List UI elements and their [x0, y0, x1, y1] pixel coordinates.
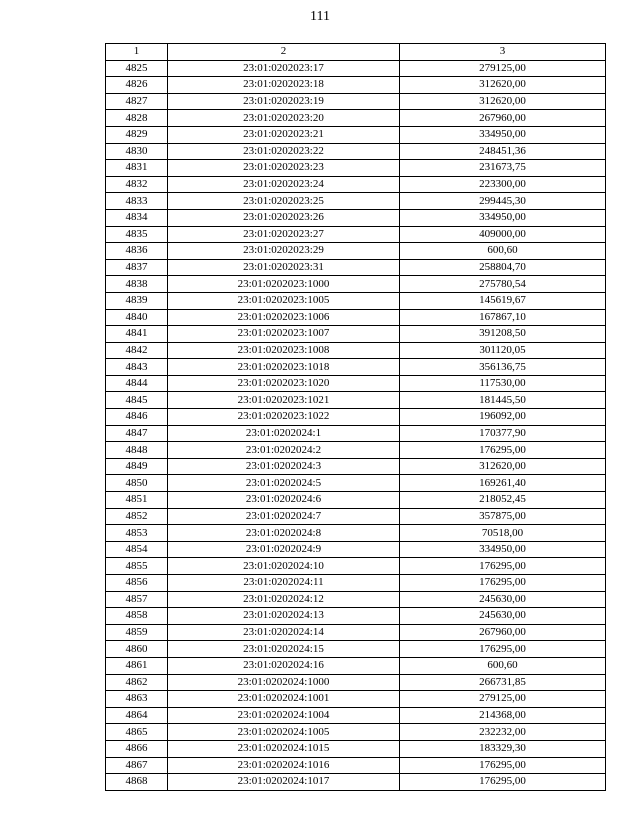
data-table: [105, 43, 606, 791]
cadastral-number-cell: 23:01:0202023:22: [168, 143, 400, 160]
row-number-cell: 4864: [106, 707, 168, 724]
cadastral-number-cell: 23:01:0202023:19: [168, 93, 400, 110]
value-cell: 258804,70: [400, 259, 606, 276]
value-cell: 218052,45: [400, 492, 606, 509]
value-cell: 248451,36: [400, 143, 606, 160]
value-cell: 279125,00: [400, 691, 606, 708]
table-row: [106, 359, 606, 376]
row-number-cell: 4843: [106, 359, 168, 376]
row-number-cell: 4846: [106, 409, 168, 426]
table-row: [106, 60, 606, 77]
value-cell: 176295,00: [400, 774, 606, 791]
cadastral-number-cell: 23:01:0202023:1008: [168, 342, 400, 359]
table-row: [106, 442, 606, 459]
row-number-cell: 4852: [106, 508, 168, 525]
value-cell: 176295,00: [400, 757, 606, 774]
table-row: [106, 525, 606, 542]
cadastral-number-cell: 23:01:0202024:1015: [168, 740, 400, 757]
page-number: 111: [310, 9, 330, 24]
table-row: [106, 757, 606, 774]
cadastral-number-cell: 23:01:0202023:17: [168, 60, 400, 77]
table-row: [106, 292, 606, 309]
cadastral-number-cell: 23:01:0202024:1017: [168, 774, 400, 791]
table-row: [106, 276, 606, 293]
row-number-cell: 4851: [106, 492, 168, 509]
table-row: [106, 226, 606, 243]
value-cell: 391208,50: [400, 326, 606, 343]
value-cell: 275780,54: [400, 276, 606, 293]
table-row: [106, 259, 606, 276]
value-cell: 312620,00: [400, 458, 606, 475]
row-number-cell: 4836: [106, 243, 168, 260]
value-cell: 334950,00: [400, 209, 606, 226]
row-number-cell: 4855: [106, 558, 168, 575]
table-row: [106, 176, 606, 193]
cadastral-number-cell: 23:01:0202023:1006: [168, 309, 400, 326]
cadastral-number-cell: 23:01:0202023:20: [168, 110, 400, 127]
table-row: [106, 77, 606, 94]
value-cell: 167867,10: [400, 309, 606, 326]
table-row: [106, 707, 606, 724]
cadastral-number-cell: 23:01:0202023:1000: [168, 276, 400, 293]
table-row: [106, 558, 606, 575]
row-number-cell: 4825: [106, 60, 168, 77]
cadastral-number-cell: 23:01:0202023:1020: [168, 375, 400, 392]
table-row: [106, 608, 606, 625]
value-cell: 279125,00: [400, 60, 606, 77]
value-cell: 170377,90: [400, 425, 606, 442]
value-cell: 169261,40: [400, 475, 606, 492]
cadastral-number-cell: 23:01:0202024:9: [168, 541, 400, 558]
table-row: [106, 160, 606, 177]
table-row: [106, 691, 606, 708]
column-header-2: 2: [168, 44, 400, 61]
cadastral-number-cell: 23:01:0202023:26: [168, 209, 400, 226]
row-number-cell: 4850: [106, 475, 168, 492]
table-row: [106, 624, 606, 641]
value-cell: 267960,00: [400, 110, 606, 127]
row-number-cell: 4827: [106, 93, 168, 110]
value-cell: 176295,00: [400, 442, 606, 459]
cadastral-number-cell: 23:01:0202023:1007: [168, 326, 400, 343]
cadastral-number-cell: 23:01:0202023:1022: [168, 409, 400, 426]
cadastral-number-cell: 23:01:0202024:5: [168, 475, 400, 492]
cadastral-number-cell: 23:01:0202024:1000: [168, 674, 400, 691]
value-cell: 214368,00: [400, 707, 606, 724]
cadastral-number-cell: 23:01:0202023:31: [168, 259, 400, 276]
cadastral-number-cell: 23:01:0202023:1021: [168, 392, 400, 409]
table-row: [106, 475, 606, 492]
table-row: [106, 342, 606, 359]
value-cell: 232232,00: [400, 724, 606, 741]
row-number-cell: 4828: [106, 110, 168, 127]
table-row: [106, 309, 606, 326]
value-cell: 334950,00: [400, 541, 606, 558]
value-cell: 600,60: [400, 243, 606, 260]
table-row: [106, 724, 606, 741]
cadastral-number-cell: 23:01:0202024:7: [168, 508, 400, 525]
row-number-cell: 4860: [106, 641, 168, 658]
row-number-cell: 4841: [106, 326, 168, 343]
row-number-cell: 4848: [106, 442, 168, 459]
value-cell: 356136,75: [400, 359, 606, 376]
cadastral-number-cell: 23:01:0202023:23: [168, 160, 400, 177]
table-row: [106, 110, 606, 127]
table-row: [106, 193, 606, 210]
table-row: [106, 641, 606, 658]
value-cell: 70518,00: [400, 525, 606, 542]
cadastral-number-cell: 23:01:0202024:16: [168, 657, 400, 674]
row-number-cell: 4840: [106, 309, 168, 326]
table-row: [106, 508, 606, 525]
cadastral-number-cell: 23:01:0202024:11: [168, 575, 400, 592]
row-number-cell: 4853: [106, 525, 168, 542]
value-cell: 312620,00: [400, 93, 606, 110]
column-header-3: 3: [400, 44, 606, 61]
row-number-cell: 4858: [106, 608, 168, 625]
cadastral-number-cell: 23:01:0202023:1005: [168, 292, 400, 309]
row-number-cell: 4826: [106, 77, 168, 94]
value-cell: 357875,00: [400, 508, 606, 525]
row-number-cell: 4857: [106, 591, 168, 608]
value-cell: 176295,00: [400, 558, 606, 575]
cadastral-number-cell: 23:01:0202023:27: [168, 226, 400, 243]
row-number-cell: 4867: [106, 757, 168, 774]
value-cell: 312620,00: [400, 77, 606, 94]
value-cell: 176295,00: [400, 641, 606, 658]
value-cell: 181445,50: [400, 392, 606, 409]
table-row: [106, 657, 606, 674]
value-cell: 196092,00: [400, 409, 606, 426]
cadastral-number-cell: 23:01:0202024:1005: [168, 724, 400, 741]
row-number-cell: 4844: [106, 375, 168, 392]
value-cell: 299445,30: [400, 193, 606, 210]
table-row: [106, 674, 606, 691]
row-number-cell: 4831: [106, 160, 168, 177]
table-row: [106, 326, 606, 343]
value-cell: 600,60: [400, 657, 606, 674]
row-number-cell: 4842: [106, 342, 168, 359]
table-row: [106, 575, 606, 592]
row-number-cell: 4834: [106, 209, 168, 226]
row-number-cell: 4856: [106, 575, 168, 592]
cadastral-number-cell: 23:01:0202024:1004: [168, 707, 400, 724]
table-row: [106, 375, 606, 392]
table-row: [106, 93, 606, 110]
row-number-cell: 4847: [106, 425, 168, 442]
value-cell: 334950,00: [400, 126, 606, 143]
cadastral-number-cell: 23:01:0202024:1: [168, 425, 400, 442]
table-row: [106, 126, 606, 143]
cadastral-number-cell: 23:01:0202024:12: [168, 591, 400, 608]
value-cell: 223300,00: [400, 176, 606, 193]
row-number-cell: 4830: [106, 143, 168, 160]
value-cell: 266731,85: [400, 674, 606, 691]
table-row: [106, 492, 606, 509]
table-row: [106, 243, 606, 260]
table-row: [106, 409, 606, 426]
cadastral-number-cell: 23:01:0202024:2: [168, 442, 400, 459]
value-cell: 117530,00: [400, 375, 606, 392]
cadastral-number-cell: 23:01:0202024:13: [168, 608, 400, 625]
value-cell: 409000,00: [400, 226, 606, 243]
row-number-cell: 4829: [106, 126, 168, 143]
table-row: [106, 740, 606, 757]
row-number-cell: 4838: [106, 276, 168, 293]
row-number-cell: 4862: [106, 674, 168, 691]
value-cell: 267960,00: [400, 624, 606, 641]
row-number-cell: 4859: [106, 624, 168, 641]
value-cell: 245630,00: [400, 591, 606, 608]
table-row: [106, 458, 606, 475]
cadastral-number-cell: 23:01:0202024:15: [168, 641, 400, 658]
table-row: [106, 209, 606, 226]
cadastral-number-cell: 23:01:0202023:25: [168, 193, 400, 210]
row-number-cell: 4835: [106, 226, 168, 243]
cadastral-number-cell: 23:01:0202024:1016: [168, 757, 400, 774]
value-cell: 145619,67: [400, 292, 606, 309]
value-cell: 301120,05: [400, 342, 606, 359]
row-number-cell: 4837: [106, 259, 168, 276]
row-number-cell: 4865: [106, 724, 168, 741]
table-body: [106, 60, 606, 790]
column-header-1: 1: [106, 44, 168, 61]
cadastral-number-cell: 23:01:0202023:1018: [168, 359, 400, 376]
value-cell: 176295,00: [400, 575, 606, 592]
row-number-cell: 4868: [106, 774, 168, 791]
cadastral-number-cell: 23:01:0202024:14: [168, 624, 400, 641]
cadastral-number-cell: 23:01:0202023:18: [168, 77, 400, 94]
row-number-cell: 4866: [106, 740, 168, 757]
table-row: [106, 143, 606, 160]
table-row: [106, 392, 606, 409]
cadastral-number-cell: 23:01:0202024:10: [168, 558, 400, 575]
row-number-cell: 4861: [106, 657, 168, 674]
cadastral-number-cell: 23:01:0202024:1001: [168, 691, 400, 708]
value-cell: 183329,30: [400, 740, 606, 757]
row-number-cell: 4849: [106, 458, 168, 475]
cadastral-number-cell: 23:01:0202023:24: [168, 176, 400, 193]
cadastral-number-cell: 23:01:0202023:29: [168, 243, 400, 260]
table-header-row: [106, 44, 606, 61]
table-row: [106, 425, 606, 442]
row-number-cell: 4832: [106, 176, 168, 193]
row-number-cell: 4845: [106, 392, 168, 409]
table-row: [106, 774, 606, 791]
cadastral-number-cell: 23:01:0202023:21: [168, 126, 400, 143]
cadastral-number-cell: 23:01:0202024:8: [168, 525, 400, 542]
value-cell: 245630,00: [400, 608, 606, 625]
value-cell: 231673,75: [400, 160, 606, 177]
row-number-cell: 4839: [106, 292, 168, 309]
row-number-cell: 4863: [106, 691, 168, 708]
cadastral-number-cell: 23:01:0202024:3: [168, 458, 400, 475]
cadastral-number-cell: 23:01:0202024:6: [168, 492, 400, 509]
row-number-cell: 4854: [106, 541, 168, 558]
table-row: [106, 541, 606, 558]
row-number-cell: 4833: [106, 193, 168, 210]
table-row: [106, 591, 606, 608]
